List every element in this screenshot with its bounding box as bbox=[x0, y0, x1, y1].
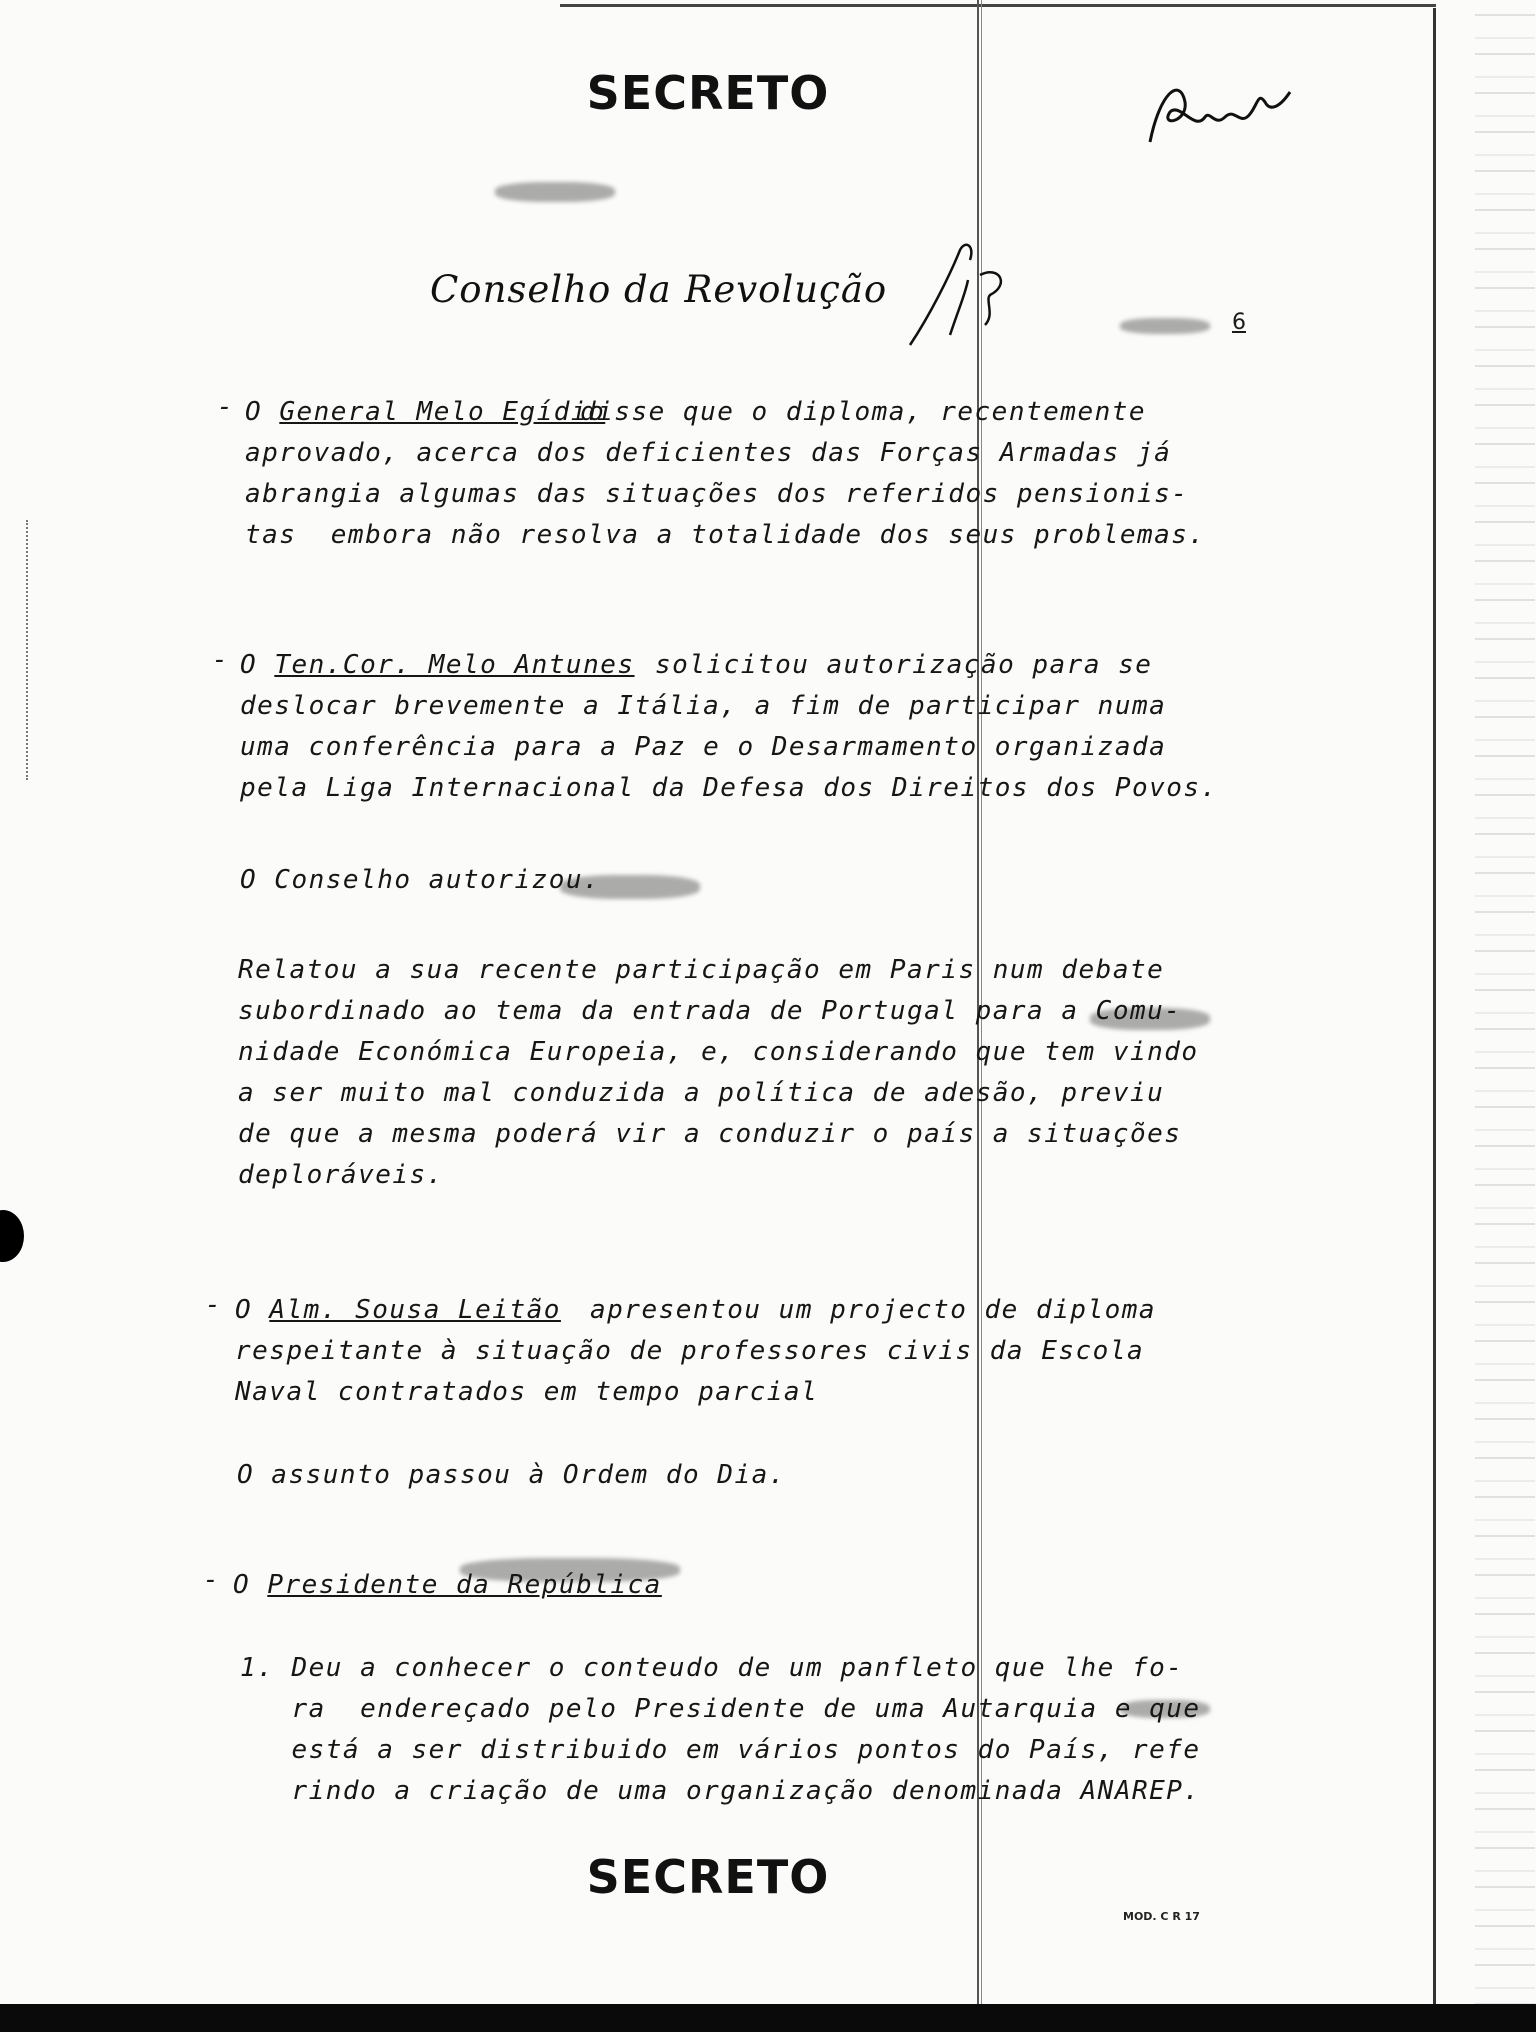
text-line: tas embora não resolva a totalidade dos seus problemas. bbox=[245, 520, 1206, 550]
form-code: MOD. C R 17 bbox=[1123, 1910, 1200, 1923]
text-line: deslocar brevemente a Itália, a fim de participar numa bbox=[240, 691, 1167, 721]
text-line: está a ser distribuido em vários pontos do País, refe bbox=[240, 1735, 1201, 1765]
text-line: de que a mesma poderá vir a conduzir o país a situações bbox=[238, 1119, 1182, 1149]
classification-stamp-bottom: SECRETO bbox=[586, 1850, 830, 1904]
text-line: subordinado ao tema da entrada de Portugal para a Comu- bbox=[238, 996, 1182, 1026]
text-line: deploráveis. bbox=[238, 1160, 444, 1190]
text-line: nidade Económica Europeia, e, considerando que tem vindo bbox=[238, 1037, 1199, 1067]
ink-smudge bbox=[495, 182, 615, 202]
document-header: Conselho da Revolução bbox=[430, 268, 888, 311]
text-line: O assunto passou à Ordem do Dia. bbox=[237, 1460, 786, 1490]
speaker-article: O bbox=[233, 1570, 268, 1600]
text-line: aprovado, acerca dos deficientes das Forças Armadas já bbox=[245, 438, 1172, 468]
text-line: Naval contratados em tempo parcial bbox=[235, 1377, 819, 1407]
speaker-line bbox=[233, 1565, 662, 1606]
punch-hole bbox=[0, 1210, 24, 1262]
text-line: Relatou a sua recente participação em Paris num debate bbox=[238, 955, 1165, 985]
speaker-line bbox=[245, 392, 605, 433]
text-line: rindo a criação de uma organização denominada ANAREP. bbox=[240, 1776, 1201, 1806]
ink-smudge bbox=[1120, 318, 1210, 334]
item-dash: - bbox=[217, 392, 233, 422]
speaker-name: General Melo Egídio bbox=[279, 397, 606, 427]
item-dash: - bbox=[212, 645, 228, 675]
scan-noise-strip bbox=[1475, 0, 1535, 2005]
classification-stamp-top: SECRETO bbox=[586, 66, 830, 120]
text-line: disse que o diploma, recentemente bbox=[580, 397, 1147, 427]
speaker-name: Alm. Sousa Leitão bbox=[269, 1295, 561, 1325]
handwritten-initials bbox=[890, 235, 1030, 350]
scan-bottom-edge bbox=[0, 2004, 1536, 2032]
page-number: 6 bbox=[1232, 310, 1246, 335]
speaker-article: O bbox=[235, 1295, 270, 1325]
text-line: solicitou autorização para se bbox=[655, 650, 1153, 680]
text-line: respeitante à situação de professores civis da Escola bbox=[235, 1336, 1145, 1366]
speaker-article: O bbox=[245, 397, 280, 427]
signature-mark bbox=[1140, 72, 1310, 152]
page-top-edge bbox=[560, 4, 1436, 7]
item-dash: - bbox=[205, 1290, 221, 1320]
text-line: a ser muito mal conduzida a política de adesão, previu bbox=[238, 1078, 1165, 1108]
text-line: 1. Deu a conhecer o conteudo de um panfleto que lhe fo- bbox=[240, 1653, 1184, 1683]
text-line: abrangia algumas das situações dos referidos pensionis- bbox=[245, 479, 1189, 509]
speaker-name: Presidente da República bbox=[267, 1570, 662, 1600]
text-line: apresentou um projecto de diploma bbox=[590, 1295, 1157, 1325]
scan-specks bbox=[26, 520, 32, 780]
item-dash: - bbox=[203, 1565, 219, 1595]
text-line: ra endereçado pelo Presidente de uma Autarquia e que bbox=[240, 1694, 1201, 1724]
speaker-line bbox=[240, 645, 635, 686]
speaker-article: O bbox=[240, 650, 275, 680]
speaker-line bbox=[235, 1290, 561, 1331]
speaker-name: Ten.Cor. Melo Antunes bbox=[274, 650, 635, 680]
text-line: O Conselho autorizou. bbox=[240, 865, 601, 895]
page-right-edge bbox=[1433, 8, 1436, 2013]
text-line: uma conferência para a Paz e o Desarmamento organizada bbox=[240, 732, 1167, 762]
text-line: pela Liga Internacional da Defesa dos Direitos dos Povos. bbox=[240, 773, 1218, 803]
